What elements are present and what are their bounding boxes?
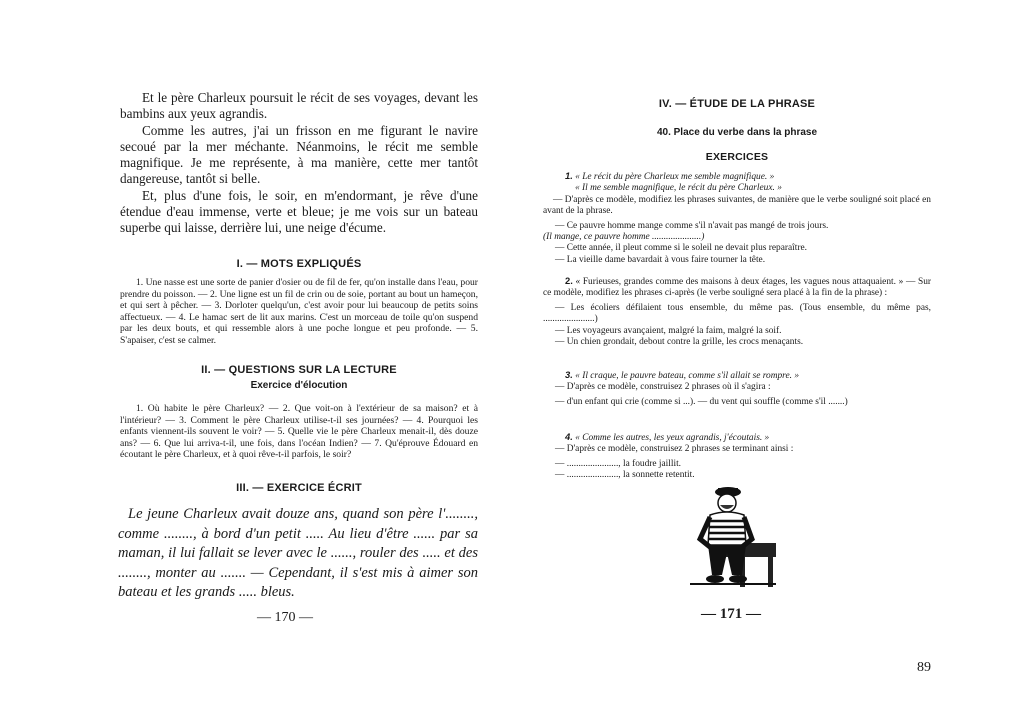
- exercise-sentence: — d'un enfant qui crie (comme si ...). — du vent qui souffle (comme s'il .......): [555, 396, 848, 407]
- model-sentence: « Comme les autres, les yeux agrandis, j'écoutais. »: [575, 433, 770, 443]
- model-sentence: « Le récit du père Charleux me semble magnifique. »: [575, 172, 775, 182]
- written-exercise-text: [118, 505, 478, 603]
- exercise-2: [543, 275, 931, 348]
- narrative-text: [120, 90, 478, 237]
- exercise-1: [543, 170, 931, 266]
- exercise-number: 4.: [565, 431, 573, 442]
- exercise-sentence: — Ce pauvre homme mange comme s'il n'avait pas mangé de trois jours.: [555, 220, 829, 231]
- exercise-sentence: — Les écoliers défilaient tous ensemble, du même pas. (Tous ensemble, du même pas, ......................): [543, 302, 931, 325]
- section-title-exercice-ecrit: III. — EXERCICE ÉCRIT: [236, 482, 362, 494]
- instruction: — D'après ce modèle, construisez 2 phrases où il s'agira :: [555, 382, 771, 393]
- exercise-sentence: (Il mange, ce pauvre homme .....................): [543, 232, 705, 243]
- exercise-sentence: — La vieille dame bavardait à vous faire tourner la tête.: [555, 254, 766, 265]
- exercise-sentence: — Les voyageurs avançaient, malgré la faim, malgré la soif.: [555, 325, 782, 336]
- folio-left: — 170 —: [257, 610, 313, 625]
- vocabulary-paragraph: 1. Une nasse est une sorte de panier d'osier ou de fil de fer, qu'on installe dans l'eau, pour prendre du poisson. — 2. Une ligne est un fil de crin ou de soie, portant au bout un hameçon, et qui sert à pêcher. — 3. Dorloter quelqu'un, c'est avoir pour lui beaucoup de petits soins affectueux. — 4. Le hamac sert de lit aux marins. C'est un morceau de toile qu'on suspend par les deux bouts, et qui ressemble alors à une poche longue et peu profonde. — 5. S'apaiser, c'est se calmer.: [120, 277, 478, 346]
- questions-paragraph: 1. Où habite le père Charleux? — 2. Que voit-on à l'extérieur de sa maison? et à l'intérieur? — 3. Comment le père Charleux utilise-t-il ses journées? — 4. Pourquoi les enfants viennent-ils souvent le voir? — 5. Quelle vie le père Charleux menait-il, dès douze ans? — 6. Que lui arriva-t-il, une fois, dans l'océan Indien? — 7. Qu'éprouve Édouard en écoutant le père Charleux, et à quoi rêve-t-il parfois, le soir?: [120, 403, 478, 461]
- exercise-number: 2.: [565, 275, 573, 286]
- section-title-questions: II. — QUESTIONS SUR LA LECTURE: [201, 364, 397, 376]
- written-exercise-paragraph: Le jeune Charleux avait douze ans, quand son père l'........, comme ........, à bord d'un petit ..... Au lieu d'être ...... par sa maman, il lui fallait se lever avec le ......, rouler des ..... et des ........, monter au ....... — Cependant, il s'est mis à aimer son bateau et les grands ..... bleus.: [118, 506, 478, 600]
- vocabulary-text: [120, 277, 478, 347]
- instruction: — D'après ce modèle, modifiez les phrases suivantes, de manière que le verbe souligné soit placé en avant de la phrase.: [543, 194, 931, 217]
- scan-page-number: 89: [917, 660, 931, 675]
- seated-sailor-illustration: [680, 483, 776, 589]
- narrative-paragraph: Et le père Charleux poursuit le récit de ses voyages, devant les bambins aux yeux agrandis.: [120, 90, 478, 122]
- narrative-paragraph: Comme les autres, j'ai un frisson en me figurant le navire secoué par la mer méchante. Néanmoins, le récit me semble magnifique. Je me représente, à ma manière, cette mer tantôt dangereuse, tantôt si belle.: [120, 122, 478, 187]
- exercise-sentence: — ......................, la sonnette retentit.: [555, 470, 695, 481]
- exercise-sentence: — ......................, la foudre jaillit.: [555, 458, 682, 469]
- model-sentence: « Il craque, le pauvre bateau, comme s'il allait se rompre. »: [575, 371, 800, 381]
- exercise-sentence: — Un chien grondait, debout contre la grille, les crocs menaçants.: [555, 337, 804, 348]
- section-title-mots-expliques: I. — MOTS EXPLIQUÉS: [236, 258, 362, 270]
- model-sentence: « Il me semble magnifique, le récit du père Charleux. »: [575, 183, 782, 194]
- instruction: — D'après ce modèle, construisez 2 phrases se terminant ainsi :: [555, 444, 794, 455]
- exercise-4: [543, 431, 931, 482]
- narrative-paragraph: Et, plus d'une fois, le soir, en m'endormant, je rêve d'une étendue d'eau immense, verte et bleue; je me vois sur un bateau superbe qui laisse, derrière lui, une neige d'écume.: [120, 187, 478, 236]
- exercise-number: 3.: [565, 369, 573, 380]
- lesson-title: 40. Place du verbe dans la phrase: [656, 127, 818, 138]
- exercises-title: EXERCICES: [705, 151, 769, 163]
- questions-text: [120, 403, 478, 461]
- exercise-number: 1.: [565, 170, 573, 181]
- section-subtitle-elocution: Exercice d'élocution: [250, 380, 348, 391]
- folio-right: — 171 —: [701, 606, 761, 622]
- section-title-etude-phrase: IV. — ÉTUDE DE LA PHRASE: [658, 98, 816, 110]
- exercise-3: [543, 369, 931, 408]
- model-sentence: « Furieuses, grandes comme des maisons à deux étages, les vagues nous attaquaient. » — Sur ce modèle, modifiez les phrases ci-après (le verbe souligné sera placé à la fin de la phrase) :: [543, 277, 932, 299]
- exercise-sentence: — Cette année, il pleut comme si le soleil ne devait plus reparaître.: [555, 243, 807, 254]
